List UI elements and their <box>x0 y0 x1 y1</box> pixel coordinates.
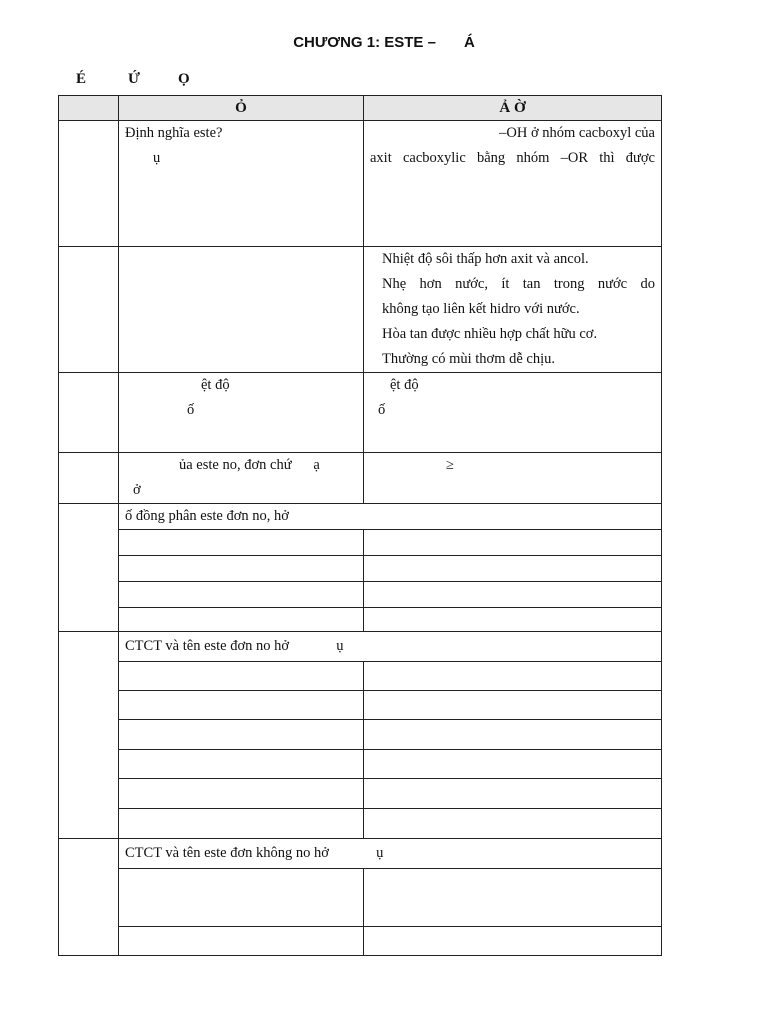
table-row <box>59 373 662 453</box>
table-row <box>59 720 662 750</box>
title-tail: Á <box>463 34 475 51</box>
question-answer-table <box>58 95 662 956</box>
table-row <box>59 530 662 556</box>
section-subtitle <box>76 71 190 88</box>
subtitle-part-3: Ọ <box>178 71 190 87</box>
table-row <box>59 691 662 720</box>
answer-cell: –OH ở nhóm cacboxyl của axit cacboxylic bằng nhóm –OR thì được <box>364 121 662 247</box>
section-heading-cell: CTCT và tên este đơn không no hở ụ <box>119 839 662 869</box>
table-row <box>59 869 662 927</box>
header-col-question: Ỏ <box>119 96 364 121</box>
answer-cell: Nhiệt độ sôi thấp hơn axit và ancol. Nhẹ hơn nước, ít tan trong nước do không tạo liên kết hidro với nước. Hòa tan được nhiều hợp chất hữu cơ. Thường có mùi thơm dễ chịu. <box>364 247 662 373</box>
section-heading-cell: CTCT và tên este đơn no hở ụ <box>119 632 662 662</box>
table-row <box>59 750 662 779</box>
subtitle-part-1: É <box>76 71 87 87</box>
table-row <box>59 779 662 809</box>
table-row <box>59 504 662 530</box>
table-row <box>59 453 662 504</box>
page-title <box>0 34 768 51</box>
question-cell: Định nghĩa este? ụ <box>119 121 364 247</box>
subtitle-part-2: Ứ <box>128 71 140 87</box>
table-row <box>59 662 662 691</box>
table-row <box>59 927 662 956</box>
section-heading-cell: ố đồng phân este đơn no, hở <box>119 504 662 530</box>
answer-cell: ệt độ ố <box>364 373 662 453</box>
table-row <box>59 809 662 839</box>
table-row <box>59 582 662 608</box>
table-row <box>59 556 662 582</box>
question-cell: ệt độ ố <box>119 373 364 453</box>
header-col-number <box>59 96 119 121</box>
answer-cell: ≥ <box>364 453 662 504</box>
table-row <box>59 608 662 632</box>
table-row <box>59 247 662 373</box>
header-col-answer: Ả Ờ <box>364 96 662 121</box>
question-cell: ủa este no, đơn chứ ạ ở <box>119 453 364 504</box>
table-row <box>59 839 662 869</box>
table-header-row <box>59 96 662 121</box>
title-main: CHƯƠNG 1: ESTE – <box>293 34 436 51</box>
table-row <box>59 632 662 662</box>
table-row <box>59 121 662 247</box>
